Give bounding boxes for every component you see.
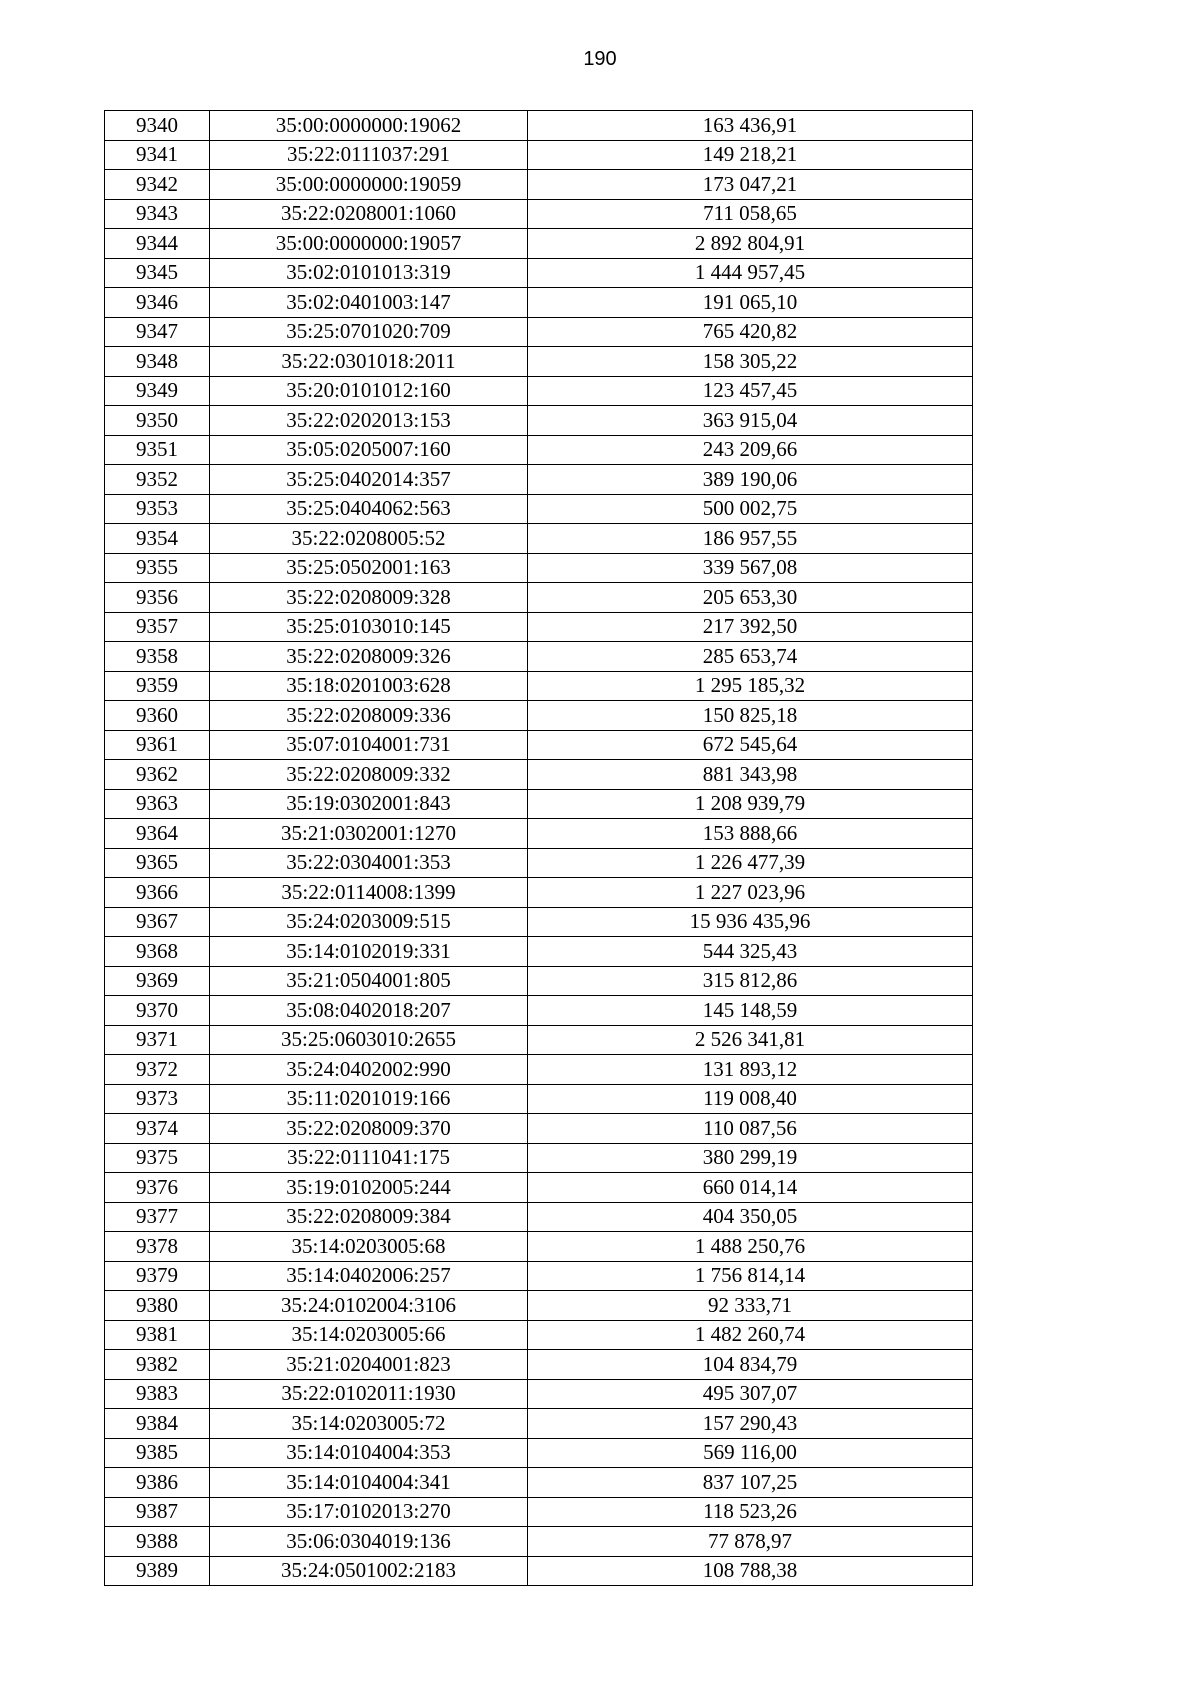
table-row (105, 111, 973, 141)
table-row (105, 199, 973, 229)
cadastral-value-cell: 205 653,30 (528, 583, 973, 613)
table-row (105, 347, 973, 377)
cadastral-number-cell: 35:22:0102011:1930 (210, 1379, 528, 1409)
row-number-cell: 9364 (105, 819, 210, 849)
cadastral-value-cell: 660 014,14 (528, 1173, 973, 1203)
cadastral-number-cell: 35:14:0104004:353 (210, 1438, 528, 1468)
table-row (105, 494, 973, 524)
row-number-cell: 9377 (105, 1202, 210, 1232)
table-row (105, 1468, 973, 1498)
cadastral-value-table (104, 110, 973, 1586)
row-number-cell: 9359 (105, 671, 210, 701)
cadastral-value-cell: 672 545,64 (528, 730, 973, 760)
cadastral-number-cell: 35:25:0502001:163 (210, 553, 528, 583)
table-row (105, 966, 973, 996)
table-row (105, 229, 973, 259)
row-number-cell: 9347 (105, 317, 210, 347)
row-number-cell: 9389 (105, 1556, 210, 1586)
row-number-cell: 9376 (105, 1173, 210, 1203)
cadastral-number-cell: 35:00:0000000:19059 (210, 170, 528, 200)
cadastral-number-cell: 35:11:0201019:166 (210, 1084, 528, 1114)
table-row (105, 1261, 973, 1291)
row-number-cell: 9388 (105, 1527, 210, 1557)
cadastral-number-cell: 35:25:0103010:145 (210, 612, 528, 642)
row-number-cell: 9352 (105, 465, 210, 495)
cadastral-number-cell: 35:19:0302001:843 (210, 789, 528, 819)
table-row (105, 524, 973, 554)
table-row (105, 1320, 973, 1350)
cadastral-value-cell: 158 305,22 (528, 347, 973, 377)
cadastral-value-cell: 711 058,65 (528, 199, 973, 229)
cadastral-number-cell: 35:22:0208009:326 (210, 642, 528, 672)
cadastral-value-cell: 881 343,98 (528, 760, 973, 790)
cadastral-value-cell: 389 190,06 (528, 465, 973, 495)
table-row (105, 1379, 973, 1409)
row-number-cell: 9370 (105, 996, 210, 1026)
row-number-cell: 9346 (105, 288, 210, 318)
row-number-cell: 9363 (105, 789, 210, 819)
cadastral-number-cell: 35:14:0203005:68 (210, 1232, 528, 1262)
cadastral-value-cell: 1 756 814,14 (528, 1261, 973, 1291)
cadastral-value-cell: 380 299,19 (528, 1143, 973, 1173)
table-row (105, 406, 973, 436)
cadastral-value-cell: 118 523,26 (528, 1497, 973, 1527)
cadastral-number-cell: 35:17:0102013:270 (210, 1497, 528, 1527)
cadastral-value-cell: 2 892 804,91 (528, 229, 973, 259)
row-number-cell: 9358 (105, 642, 210, 672)
table-row (105, 612, 973, 642)
row-number-cell: 9350 (105, 406, 210, 436)
cadastral-number-cell: 35:22:0208009:336 (210, 701, 528, 731)
cadastral-value-cell: 119 008,40 (528, 1084, 973, 1114)
row-number-cell: 9386 (105, 1468, 210, 1498)
cadastral-number-cell: 35:05:0205007:160 (210, 435, 528, 465)
cadastral-value-cell: 1 444 957,45 (528, 258, 973, 288)
cadastral-value-cell: 15 936 435,96 (528, 907, 973, 937)
table-row (105, 1350, 973, 1380)
row-number-cell: 9349 (105, 376, 210, 406)
cadastral-value-cell: 544 325,43 (528, 937, 973, 967)
row-number-cell: 9368 (105, 937, 210, 967)
cadastral-number-cell: 35:14:0203005:66 (210, 1320, 528, 1350)
row-number-cell: 9351 (105, 435, 210, 465)
table-row (105, 140, 973, 170)
cadastral-number-cell: 35:14:0102019:331 (210, 937, 528, 967)
table-row (105, 819, 973, 849)
cadastral-value-cell: 149 218,21 (528, 140, 973, 170)
table-row (105, 730, 973, 760)
cadastral-value-cell: 1 208 939,79 (528, 789, 973, 819)
cadastral-value-cell: 404 350,05 (528, 1202, 973, 1232)
row-number-cell: 9344 (105, 229, 210, 259)
row-number-cell: 9362 (105, 760, 210, 790)
table-row (105, 1202, 973, 1232)
table-row (105, 317, 973, 347)
table-row (105, 553, 973, 583)
table-row (105, 465, 973, 495)
cadastral-value-cell: 163 436,91 (528, 111, 973, 141)
row-number-cell: 9367 (105, 907, 210, 937)
cadastral-number-cell: 35:25:0603010:2655 (210, 1025, 528, 1055)
table-row (105, 848, 973, 878)
row-number-cell: 9374 (105, 1114, 210, 1144)
table-row (105, 288, 973, 318)
cadastral-value-cell: 123 457,45 (528, 376, 973, 406)
cadastral-number-cell: 35:18:0201003:628 (210, 671, 528, 701)
row-number-cell: 9360 (105, 701, 210, 731)
cadastral-value-cell: 363 915,04 (528, 406, 973, 436)
page-number: 190 (583, 48, 617, 70)
table-row (105, 878, 973, 908)
table-row (105, 1527, 973, 1557)
cadastral-number-cell: 35:22:0304001:353 (210, 848, 528, 878)
table-row (105, 376, 973, 406)
row-number-cell: 9369 (105, 966, 210, 996)
cadastral-number-cell: 35:07:0104001:731 (210, 730, 528, 760)
cadastral-number-cell: 35:14:0104004:341 (210, 1468, 528, 1498)
table-body (105, 111, 973, 1586)
table-row (105, 937, 973, 967)
cadastral-number-cell: 35:24:0203009:515 (210, 907, 528, 937)
cadastral-number-cell: 35:21:0302001:1270 (210, 819, 528, 849)
table-row (105, 1055, 973, 1085)
table-row (105, 1497, 973, 1527)
cadastral-value-cell: 153 888,66 (528, 819, 973, 849)
row-number-cell: 9371 (105, 1025, 210, 1055)
row-number-cell: 9348 (105, 347, 210, 377)
row-number-cell: 9382 (105, 1350, 210, 1380)
cadastral-value-cell: 1 482 260,74 (528, 1320, 973, 1350)
row-number-cell: 9357 (105, 612, 210, 642)
cadastral-value-cell: 77 878,97 (528, 1527, 973, 1557)
row-number-cell: 9385 (105, 1438, 210, 1468)
cadastral-value-cell: 1 488 250,76 (528, 1232, 973, 1262)
table-row (105, 1232, 973, 1262)
table-row (105, 1409, 973, 1439)
cadastral-value-cell: 104 834,79 (528, 1350, 973, 1380)
cadastral-value-cell: 173 047,21 (528, 170, 973, 200)
cadastral-number-cell: 35:21:0504001:805 (210, 966, 528, 996)
table-row (105, 1084, 973, 1114)
row-number-cell: 9342 (105, 170, 210, 200)
row-number-cell: 9379 (105, 1261, 210, 1291)
cadastral-value-cell: 1 227 023,96 (528, 878, 973, 908)
cadastral-number-cell: 35:02:0101013:319 (210, 258, 528, 288)
cadastral-value-cell: 569 116,00 (528, 1438, 973, 1468)
cadastral-number-cell: 35:24:0501002:2183 (210, 1556, 528, 1586)
cadastral-value-cell: 108 788,38 (528, 1556, 973, 1586)
cadastral-number-cell: 35:22:0301018:2011 (210, 347, 528, 377)
cadastral-number-cell: 35:25:0701020:709 (210, 317, 528, 347)
row-number-cell: 9345 (105, 258, 210, 288)
table-row (105, 1556, 973, 1586)
cadastral-number-cell: 35:02:0401003:147 (210, 288, 528, 318)
table-row (105, 435, 973, 465)
row-number-cell: 9361 (105, 730, 210, 760)
cadastral-number-cell: 35:20:0101012:160 (210, 376, 528, 406)
cadastral-number-cell: 35:24:0402002:990 (210, 1055, 528, 1085)
cadastral-number-cell: 35:19:0102005:244 (210, 1173, 528, 1203)
row-number-cell: 9372 (105, 1055, 210, 1085)
row-number-cell: 9373 (105, 1084, 210, 1114)
cadastral-value-cell: 1 226 477,39 (528, 848, 973, 878)
cadastral-value-cell: 186 957,55 (528, 524, 973, 554)
table-row (105, 1173, 973, 1203)
cadastral-number-cell: 35:21:0204001:823 (210, 1350, 528, 1380)
table-row (105, 760, 973, 790)
table-row (105, 170, 973, 200)
cadastral-value-cell: 243 209,66 (528, 435, 973, 465)
table-row (105, 907, 973, 937)
cadastral-value-cell: 765 420,82 (528, 317, 973, 347)
cadastral-number-cell: 35:00:0000000:19057 (210, 229, 528, 259)
cadastral-value-cell: 495 307,07 (528, 1379, 973, 1409)
row-number-cell: 9341 (105, 140, 210, 170)
cadastral-number-cell: 35:14:0402006:257 (210, 1261, 528, 1291)
row-number-cell: 9343 (105, 199, 210, 229)
cadastral-number-cell: 35:22:0208009:384 (210, 1202, 528, 1232)
table-row (105, 996, 973, 1026)
row-number-cell: 9383 (105, 1379, 210, 1409)
row-number-cell: 9387 (105, 1497, 210, 1527)
cadastral-number-cell: 35:06:0304019:136 (210, 1527, 528, 1557)
cadastral-value-cell: 145 148,59 (528, 996, 973, 1026)
cadastral-value-cell: 150 825,18 (528, 701, 973, 731)
row-number-cell: 9356 (105, 583, 210, 613)
table-row (105, 1143, 973, 1173)
table-row (105, 789, 973, 819)
row-number-cell: 9381 (105, 1320, 210, 1350)
row-number-cell: 9366 (105, 878, 210, 908)
cadastral-number-cell: 35:22:0208001:1060 (210, 199, 528, 229)
cadastral-value-cell: 500 002,75 (528, 494, 973, 524)
row-number-cell: 9353 (105, 494, 210, 524)
cadastral-value-cell: 131 893,12 (528, 1055, 973, 1085)
table-row (105, 1438, 973, 1468)
table-row (105, 583, 973, 613)
row-number-cell: 9365 (105, 848, 210, 878)
table-row (105, 671, 973, 701)
cadastral-number-cell: 35:22:0114008:1399 (210, 878, 528, 908)
cadastral-number-cell: 35:22:0111041:175 (210, 1143, 528, 1173)
cadastral-number-cell: 35:22:0208009:370 (210, 1114, 528, 1144)
cadastral-number-cell: 35:24:0102004:3106 (210, 1291, 528, 1321)
cadastral-number-cell: 35:08:0402018:207 (210, 996, 528, 1026)
cadastral-value-cell: 92 333,71 (528, 1291, 973, 1321)
row-number-cell: 9380 (105, 1291, 210, 1321)
table-row (105, 1291, 973, 1321)
row-number-cell: 9375 (105, 1143, 210, 1173)
cadastral-number-cell: 35:22:0208005:52 (210, 524, 528, 554)
cadastral-value-cell: 339 567,08 (528, 553, 973, 583)
table-row (105, 258, 973, 288)
row-number-cell: 9340 (105, 111, 210, 141)
cadastral-value-cell: 2 526 341,81 (528, 1025, 973, 1055)
cadastral-number-cell: 35:25:0402014:357 (210, 465, 528, 495)
row-number-cell: 9355 (105, 553, 210, 583)
table-row (105, 1025, 973, 1055)
cadastral-number-cell: 35:22:0111037:291 (210, 140, 528, 170)
cadastral-value-cell: 1 295 185,32 (528, 671, 973, 701)
cadastral-value-cell: 191 065,10 (528, 288, 973, 318)
table-row (105, 642, 973, 672)
cadastral-value-cell: 837 107,25 (528, 1468, 973, 1498)
cadastral-number-cell: 35:25:0404062:563 (210, 494, 528, 524)
cadastral-value-cell: 110 087,56 (528, 1114, 973, 1144)
cadastral-number-cell: 35:22:0208009:328 (210, 583, 528, 613)
cadastral-value-cell: 285 653,74 (528, 642, 973, 672)
cadastral-number-cell: 35:22:0208009:332 (210, 760, 528, 790)
row-number-cell: 9354 (105, 524, 210, 554)
cadastral-number-cell: 35:22:0202013:153 (210, 406, 528, 436)
cadastral-value-cell: 217 392,50 (528, 612, 973, 642)
row-number-cell: 9378 (105, 1232, 210, 1262)
row-number-cell: 9384 (105, 1409, 210, 1439)
cadastral-value-cell: 157 290,43 (528, 1409, 973, 1439)
cadastral-value-cell: 315 812,86 (528, 966, 973, 996)
cadastral-number-cell: 35:00:0000000:19062 (210, 111, 528, 141)
table-row (105, 701, 973, 731)
table-row (105, 1114, 973, 1144)
cadastral-number-cell: 35:14:0203005:72 (210, 1409, 528, 1439)
